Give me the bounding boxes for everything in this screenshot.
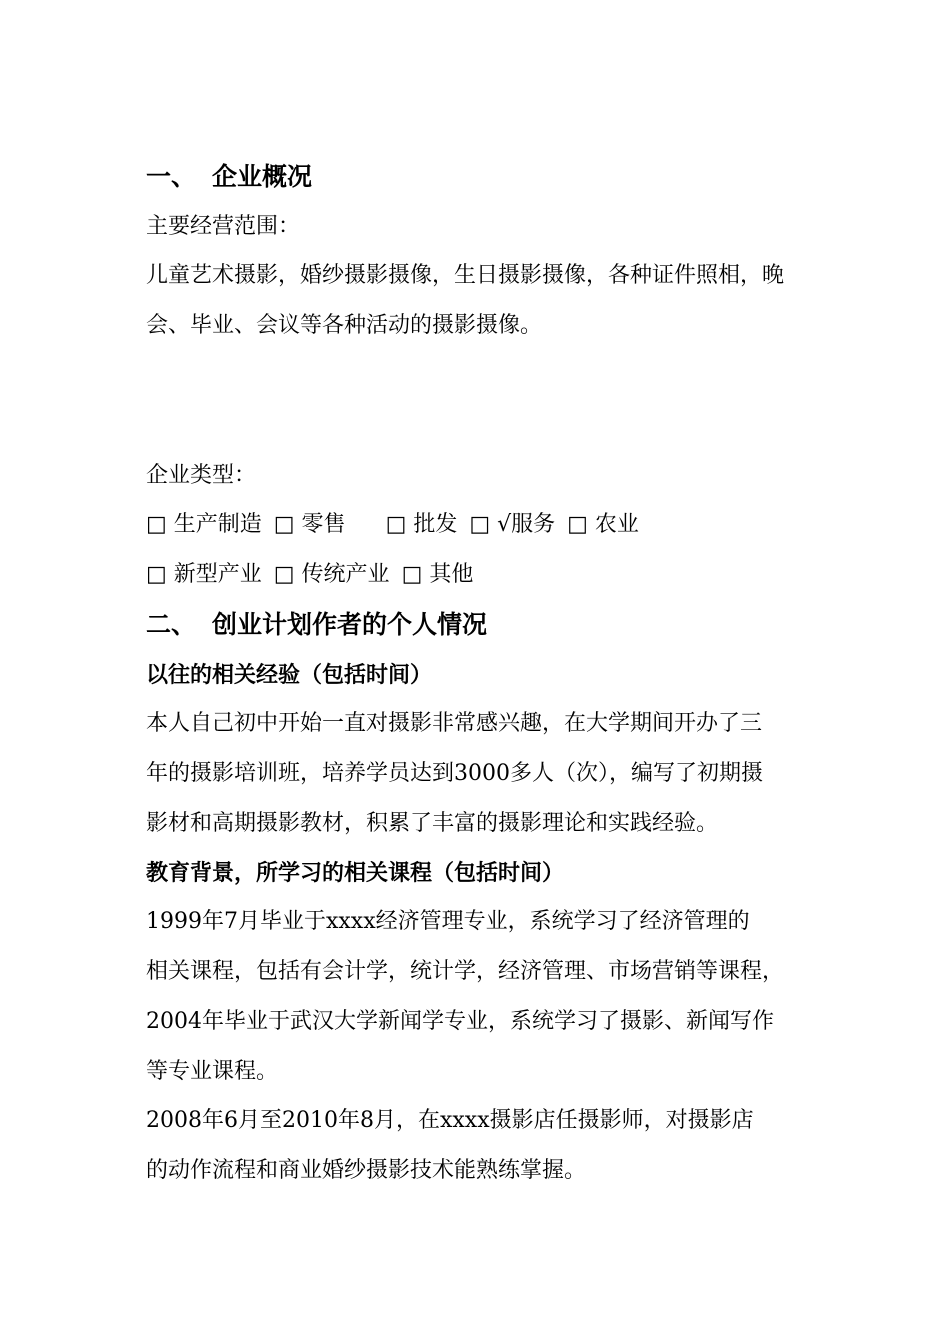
section-1-title: 企业概况 [212,162,313,191]
type-option-traditional-industry[interactable]: □ 传统产业 [273,562,390,587]
type-option-wholesale[interactable]: □ 批发 [385,512,458,537]
section-2-number: 二、 [146,610,197,639]
type-option-emerging-industry[interactable]: □ 新型产业 [146,562,262,587]
business-scope-line-1: 儿童艺术摄影，婚纱摄影摄像，生日摄影摄像，各种证件照相，晚 [146,263,785,288]
type-option-other[interactable]: □ 其他 [401,562,474,587]
education-line-3: 2004年毕业于武汉大学新闻学专业，系统学习了摄影、新闻写作 [146,1009,774,1034]
section-1-heading [146,160,312,194]
type-option-manufacturing[interactable]: □ 生产制造 [146,512,262,537]
education-line-4: 等专业课程。 [146,1059,279,1084]
section-2-heading [146,608,487,642]
section-1-number: 一、 [146,162,197,191]
experience-line-3: 影材和高期摄影教材，积累了丰富的摄影理论和实践经验。 [146,811,719,836]
section-2-title: 创业计划作者的个人情况 [212,610,488,639]
business-scope-line-2: 会、毕业、会议等各种活动的摄影摄像。 [146,313,543,338]
experience-line-2: 年的摄影培训班，培养学员达到3000多人（次），编写了初期摄 [146,761,763,786]
business-type-label: 企业类型： [146,463,257,488]
education-heading: 教育背景，所学习的相关课程（包括时间） [146,860,565,886]
experience-line-1: 本人自己初中开始一直对摄影非常感兴趣，在大学期间开办了三 [146,711,763,736]
work-line-2: 的动作流程和商业婚纱摄影技术能熟练掌握。 [146,1158,587,1183]
education-line-1: 1999年7月毕业于xxxx经济管理专业，系统学习了经济管理的 [146,909,750,934]
business-scope-label: 主要经营范围： [146,214,301,239]
work-line-1: 2008年6月至2010年8月，在xxxx摄影店任摄影师，对摄影店 [146,1108,754,1133]
type-option-retail[interactable]: □ 零售 [273,512,346,537]
business-type-row-2 [146,560,473,590]
business-type-row-1 [146,510,639,540]
type-option-service-checked[interactable]: □ √服务 [469,512,556,537]
education-line-2: 相关课程，包括有会计学，统计学，经济管理、市场营销等课程， [146,959,785,984]
type-option-agriculture[interactable]: □ 农业 [567,512,639,537]
experience-heading: 以往的相关经验（包括时间） [146,662,433,688]
